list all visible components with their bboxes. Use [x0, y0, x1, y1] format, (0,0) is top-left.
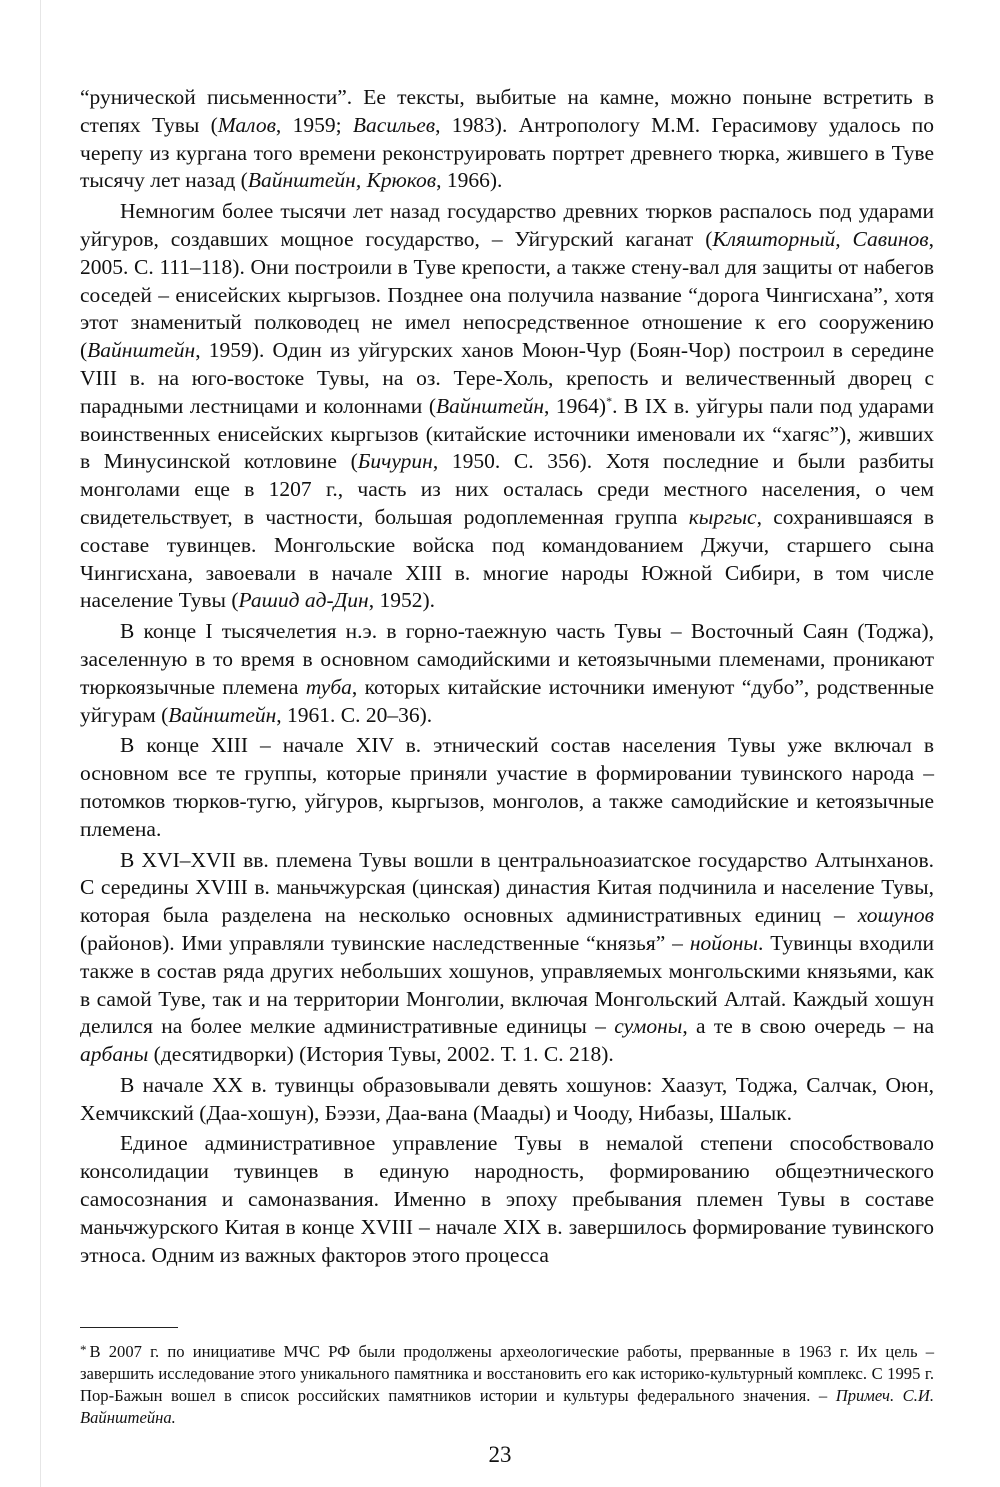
text-run: , 1959). Один из уйгурских ханов Моюн-Чур (Боян-Чор) построил в середине VIII в. на юго-востоке Тувы, на оз. Тере-Холь, крепость и величественный дворец с парадными лестницами и колоннами (: [80, 338, 934, 418]
paragraph: [80, 847, 934, 1069]
text-run: В конце XIII – начале XIV в. этнический состав населения Тувы уже включал в основном все те группы, которые приняли участие в формировании тувинского народа – потомков тюрков-тугю, уйгуров, кыргызов, монголов, а также самодийские и кетоязычные племена.: [80, 733, 934, 841]
text-run: В XVI–XVII вв. племена Тувы вошли в центральноазиатское государство Алтынханов. С середины XVIII в. маньчжурская (цинская) династия Китая подчинила и население Тувы, которая была разделена на несколько основных административных единиц –: [80, 847, 934, 928]
paragraph: [80, 198, 934, 615]
italic-citation: Васильев: [352, 112, 436, 137]
text-run: , а те в свою очередь – на: [682, 1014, 934, 1039]
italic-citation: Малов: [217, 112, 276, 137]
italic-citation: хошунов: [857, 903, 934, 928]
text-run: (десятидворки) (История Тувы, 2002. Т. 1. С. 218).: [148, 1042, 614, 1067]
text-run: , 1966).: [436, 168, 503, 193]
text-run: . В IX в. уйгуры пали под ударами воинственных енисейских кыргызов (китайские источники именовали их “хагяс”), живших в Минусинской котловине (: [80, 393, 934, 474]
italic-citation: сумоны: [614, 1014, 683, 1039]
text-run: (районов). Ими управляли тувинские наследственные “князья” –: [80, 930, 690, 955]
paragraph: [80, 1072, 934, 1128]
italic-citation: Вайнштейн: [435, 393, 544, 418]
text-run: , 1964): [544, 393, 607, 418]
paragraph: [80, 732, 934, 843]
text-run: В конце I тысячелетия н.э. в горно-таежную часть Тувы – Восточный Саян (Тоджа), заселенную в то время в основном самодийскими и кетоязычными племенами, проникают тюркоязычные племена: [80, 619, 934, 699]
text-run: , 1959;: [275, 112, 353, 137]
footnote-reference-marker: *: [606, 393, 613, 408]
italic-citation: Примеч. С.И. Вайнштейна.: [80, 1386, 934, 1427]
page-gutter-line: [40, 0, 41, 1487]
italic-citation: туба: [305, 674, 352, 699]
text-run: “рунической письменности”. Ее тексты, выбитые на камне, можно поныне встретить в степях Тувы (: [80, 85, 934, 137]
text-run: В начале XX в. тувинцы образовывали девять хошунов: Хаазут, Тоджа, Салчак, Оюн, Хемчикский (Даа-хошун), Бээзи, Даа-вана (Маады) и Чооду, Нибазы, Шалык.: [80, 1072, 934, 1125]
text-run: , 1950. С. 356). Хотя последние и были разбиты монголами еще в 1207 г., часть из них осталась среди местного населения, о чем свидетельствует, в частности, большая родоплеменная группа: [80, 449, 935, 529]
text-run: , 1983). Антропологу М.М. Герасимову удалось по черепу из кургана того времени реконструировать портрет древнего тюрка, жившего в Туве тысячу лет назад (: [80, 112, 934, 193]
text-run: , 1961. С. 20–36).: [276, 702, 433, 727]
paragraph: [80, 618, 934, 729]
footnote: [80, 1341, 934, 1429]
paragraph: [80, 1130, 934, 1269]
italic-citation: Рашид ад-Дин: [238, 588, 369, 613]
italic-citation: Вайнштейн: [87, 338, 196, 363]
paragraph: [80, 84, 934, 195]
text-run: , 1952).: [368, 588, 436, 613]
italic-citation: Вайнштейн: [168, 702, 277, 727]
footnote-text: [80, 1341, 934, 1429]
footnote-marker: *: [80, 1342, 87, 1357]
page-number: 23: [488, 1442, 512, 1467]
italic-citation: арбаны: [80, 1042, 149, 1067]
text-run: Единое административное управление Тувы в немалой степени способствовало консолидации тувинцев в единую народность, формированию общеэтнического самосознания и самоназвания. Именно в эпоху пребывания племен Тувы в составе маньчжурского Китая в конце XVIII – начале XIX в. завершилось формирование тувинского этноса. Одним из важных факторов этого процесса: [80, 1131, 934, 1267]
italic-citation: Вайнштейн, Крюков: [247, 168, 437, 193]
text-run: , которых китайские источники именуют “дубо”, родственные уйгурам (: [80, 674, 934, 727]
body-text: [80, 84, 934, 1269]
footnote-rule: [80, 1327, 178, 1328]
italic-citation: Кляшторный, Савинов: [712, 226, 929, 251]
italic-citation: нойоны: [689, 930, 758, 955]
footnote-body: [80, 1342, 934, 1427]
italic-citation: кыргыс: [688, 504, 757, 529]
text-run: Немногим более тысячи лет назад государство древних тюрков распалось под ударами уйгуров, создавших мощное государство, – Уйгурский каганат (: [80, 199, 934, 251]
text-run: . Тувинцы входили также в состав ряда других небольших хошунов, управляемых монгольскими князьями, как в самой Туве, так и на территории Монголии, включая Монгольский Алтай. Каждый хошун делился на более мелкие административные единицы –: [80, 930, 935, 1039]
text-run: , сохранившаяся в составе тувинцев. Монгольские войска под командованием Джучи, старшего сына Чингисхана, завоевали в начале XIII в. многие народы Южной Сибири, в том числе население Тувы (: [80, 504, 934, 613]
text-run: , 2005. С. 111–118). Они построили в Туве крепости, а также стену-вал для защиты от набегов соседей – енисейских кыргызов. Позднее она получила название “дорога Чингисхана”, хотя этот знаменитый полководец не имел непосредственное отношение к его сооружению (: [80, 226, 934, 363]
italic-citation: Бичурин: [357, 449, 433, 474]
text-run: В 2007 г. по инициативе МЧС РФ были продолжены археологические работы, прерванные в 1963 г. Их цель – завершить исследование этого уникального памятника и восстановить его как историко-культурный комплекс. С 1995 г. Пор-Бажын вошел в список российских памятников истории и культуры федерального значения. –: [80, 1342, 934, 1405]
